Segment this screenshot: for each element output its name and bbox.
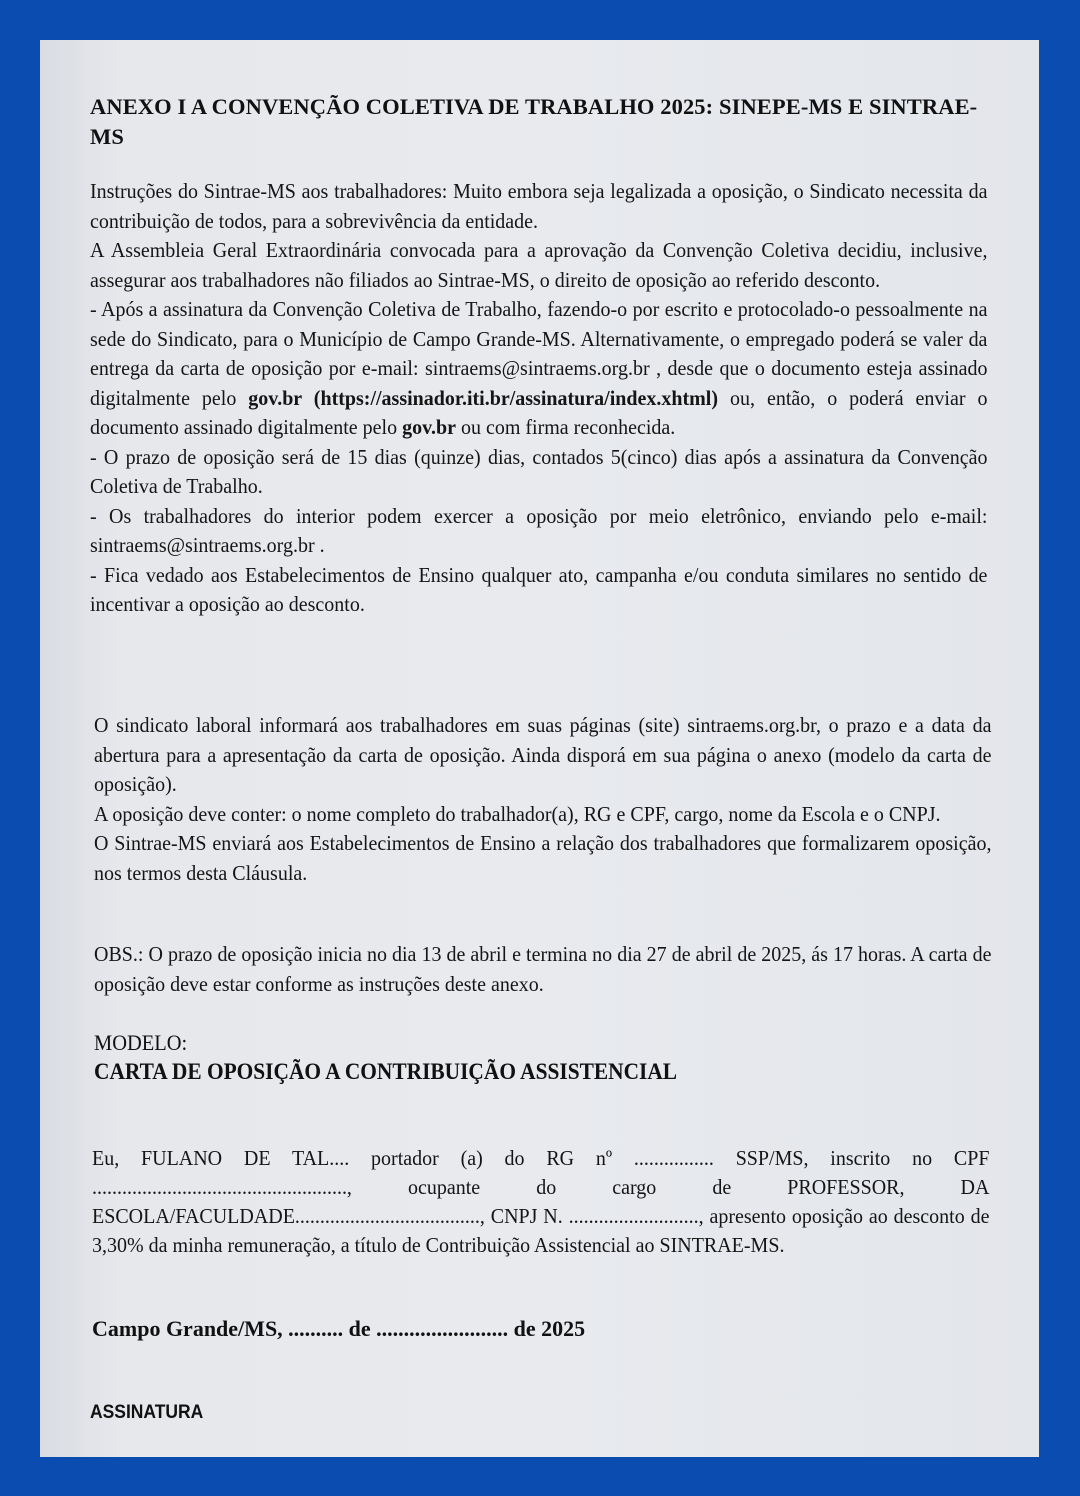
assembly-decision: A Assembleia Geral Extraordinária convocada para a aprovação da Convenção Coletiva decidiu, inclusive, assegurar aos trabalhadores não filiados ao Sintrae-MS, o direito de oposição ao referido desconto. xyxy=(90,238,988,292)
item-deadline: - O prazo de oposição será de 15 dias (quinze) dias, contados 5(cinco) dias após a assinatura da Convenção Coletiva de Trabalho. xyxy=(90,444,988,498)
govbr-link-text: gov.br (https://assinador.iti.br/assinatura/index.xhtml) xyxy=(248,385,719,410)
model-title: CARTA DE OPOSIÇÃO A CONTRIBUIÇÃO ASSISTENCIAL xyxy=(94,1059,678,1084)
letter-body-section xyxy=(92,1144,989,1260)
opposition-requirements: A oposição deve conter: o nome completo do trabalhador(a), RG e CPF, cargo, nome da Escola e o CNPJ. xyxy=(94,801,941,826)
govbr-text: gov.br xyxy=(402,415,456,439)
date-line: Campo Grande/MS, .......... de ........................ de 2025 xyxy=(92,1316,586,1341)
obs-section xyxy=(94,940,991,999)
item-submission-text-1: - Após a assinatura da Convenção Coletiva de Trabalho, fazendo-o por escrito e protocolado-o pessoalmente na sede do Sindicato, para o Município de Campo Grande-MS. Alternativamente, o empregado poderá se valer da entrega da carta de oposição por e-mail: sintraems@sintraems.org.br , desde que o documento esteja assinado digitalmente pelo xyxy=(90,297,988,410)
letter-body: Eu, FULANO DE TAL.... portador (a) do RG nº ................ SSP/MS, inscrito no CPF ..................................................., ocupante do cargo de PROFESSOR, DA ESCOLA/FACULDADE....................................., CNPJ N. .........................., apresento oposição ao desconto de 3,30% da minha remuneração, a título de Contribuição Assistencial ao SINTRAE-MS. xyxy=(92,1146,990,1257)
document-page xyxy=(40,40,1039,1457)
obs-text: OBS.: O prazo de oposição inicia no dia 13 de abril e termina no dia 27 de abril de 2025, ás 17 horas. A carta de oposição deve estar conforme as instruções deste anexo. xyxy=(94,942,992,996)
union-website-info: O sindicato laboral informará aos trabalhadores em suas páginas (site) sintraems.org.br, o prazo e a data da abertura para a apresentação da carta de oposição. Ainda disporá em sua página o anexo (modelo da carta de oposição). xyxy=(94,713,992,796)
document-title: ANEXO I A CONVENÇÃO COLETIVA DE TRABALHO 2025: SINEPE-MS E SINTRAE-MS xyxy=(90,94,978,149)
item-submission xyxy=(90,295,987,443)
item-submission-text-2: ou, então, o poderá enviar o documento assinado digitalmente pelo xyxy=(90,385,988,439)
union-info-section xyxy=(94,711,991,888)
item-prohibition: - Fica vedado aos Estabelecimentos de Ensino qualquer ato, campanha e/ou conduta similares no sentido de incentivar a oposição ao desconto. xyxy=(90,562,988,616)
instructions-section xyxy=(90,177,987,620)
model-label: MODELO: xyxy=(94,1030,188,1055)
signature-label: ASSINATURA xyxy=(90,1402,204,1423)
item-submission-text-3: ou com firma reconhecida. xyxy=(455,415,676,439)
item-interior-workers: - Os trabalhadores do interior podem exercer a oposição por meio eletrônico, enviando pelo e-mail: sintraems@sintraems.org.br . xyxy=(90,503,988,557)
model-header xyxy=(94,1028,994,1086)
instructions-intro: Instruções do Sintrae-MS aos trabalhadores: Muito embora seja legalizada a oposição, o Sindicato necessita da contribuição de todos, para a sobrevivência da entidade. xyxy=(90,179,988,233)
union-notification: O Sintrae-MS enviará aos Estabelecimentos de Ensino a relação dos trabalhadores que formalizarem oposição, nos termos desta Cláusula. xyxy=(94,831,992,885)
